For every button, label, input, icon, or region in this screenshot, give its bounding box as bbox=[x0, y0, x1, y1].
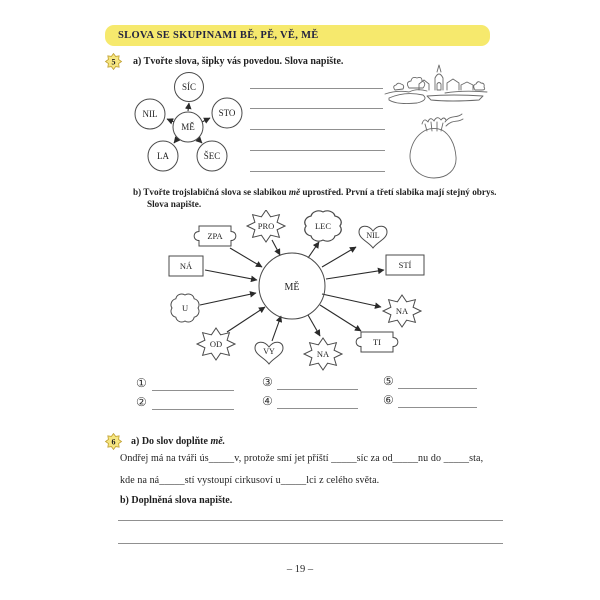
answer-number-1: ① bbox=[136, 376, 147, 390]
node-la bbox=[148, 141, 178, 171]
center-me-circle bbox=[259, 253, 325, 319]
node-na-rect bbox=[169, 256, 203, 276]
chapter-title: SLOVA SE SKUPINAMI BĚ, PĚ, VĚ, MĚ bbox=[118, 30, 319, 41]
answer-number-4: ④ bbox=[262, 394, 273, 408]
answer-number-2: ② bbox=[136, 395, 147, 409]
node-nil bbox=[135, 99, 165, 129]
answer-line-2 bbox=[152, 409, 234, 410]
task-6a-text: a) Do slov doplňte bbox=[131, 436, 211, 447]
answer-number-3: ③ bbox=[262, 375, 273, 389]
node-sic-label: SÍC bbox=[181, 82, 197, 92]
answer-line bbox=[250, 129, 385, 130]
node-vy-heart bbox=[255, 342, 283, 364]
answer-line-6 bbox=[398, 407, 477, 408]
node-sec-label: ŠEC bbox=[203, 151, 221, 161]
answer-line bbox=[250, 108, 383, 109]
task-5b-heading-line2: Slova napište. bbox=[147, 199, 202, 209]
node-ti-puzzle bbox=[356, 332, 398, 352]
center-me-label: MĚ bbox=[284, 282, 300, 293]
node-vy-label: VY bbox=[263, 347, 275, 356]
task-6b-heading: b) Doplněná slova napište. bbox=[120, 495, 233, 506]
exercise-6-number: 6 bbox=[111, 437, 116, 447]
task-5b-text: b) Tvořte trojslabičná slova se slabikou bbox=[133, 187, 289, 197]
gapfill-sentence-line2: kde na ná_____stí vystoupí cirkusoví u_____lci z celého světa. bbox=[120, 475, 380, 486]
syllable-shapes-diagram bbox=[150, 210, 440, 375]
task-5a-heading: a) Tvořte slova, šipky vás povedou. Slova napište. bbox=[133, 56, 344, 67]
node-pro-burst bbox=[247, 210, 285, 242]
node-nil-label: NIL bbox=[142, 109, 158, 119]
writing-line bbox=[118, 543, 503, 544]
node-sto-label: STO bbox=[218, 108, 236, 118]
answer-line bbox=[250, 88, 383, 89]
task-6a-emph: mě. bbox=[210, 436, 226, 447]
task-5b-heading bbox=[133, 187, 496, 197]
village-sketch-icon bbox=[383, 60, 491, 110]
node-u-cloud bbox=[171, 294, 199, 322]
node-me-center bbox=[173, 112, 203, 142]
page-number: – 19 – bbox=[286, 564, 314, 575]
writing-line bbox=[118, 520, 503, 521]
node-sic bbox=[175, 73, 204, 102]
chapter-title-bar bbox=[105, 25, 490, 46]
answer-number-5: ⑤ bbox=[383, 374, 394, 388]
node-zpa-label: ZPA bbox=[207, 231, 223, 241]
node-pro-label: PRO bbox=[257, 221, 275, 231]
node-od-label: OD bbox=[209, 339, 223, 349]
task-5b-emph: mě bbox=[288, 187, 301, 197]
node-me-label: MĚ bbox=[181, 122, 195, 132]
answer-line-5 bbox=[398, 388, 477, 389]
node-sto bbox=[212, 98, 242, 128]
node-sec bbox=[197, 141, 227, 171]
task-5b-text-2: uprostřed. První a třetí slabika mají stejný obrys. bbox=[300, 187, 497, 197]
answer-line bbox=[250, 150, 385, 151]
answer-number-6: ⑥ bbox=[383, 393, 394, 407]
exercise-6-badge bbox=[104, 432, 123, 451]
node-na-right-label: NA bbox=[395, 306, 409, 316]
sack-sketch-icon bbox=[402, 110, 466, 180]
answer-line-4 bbox=[277, 408, 358, 409]
node-sti-rect bbox=[386, 255, 424, 275]
node-lec-cloud bbox=[305, 211, 341, 241]
answer-line-3 bbox=[277, 389, 358, 390]
syllable-wheel-diagram bbox=[130, 72, 250, 177]
node-nil2-label: NIL bbox=[366, 231, 380, 240]
answer-line bbox=[250, 171, 385, 172]
node-na-bottom-label: NA bbox=[316, 349, 330, 359]
exercise-5-number: 5 bbox=[111, 57, 116, 67]
node-u-label: U bbox=[181, 303, 189, 313]
node-ti-label: TI bbox=[372, 337, 382, 347]
answer-line-1 bbox=[152, 390, 234, 391]
node-na-burst-bottom bbox=[304, 338, 342, 370]
node-lec-label: LEC bbox=[314, 221, 332, 231]
task-6a-heading bbox=[131, 436, 225, 447]
node-la-label: LA bbox=[157, 151, 169, 161]
exercise-5-badge bbox=[104, 52, 123, 71]
node-nil-heart bbox=[359, 226, 387, 248]
node-od-burst bbox=[197, 328, 235, 360]
node-na-rect-label: NÁ bbox=[179, 261, 193, 271]
node-sti-label: STÍ bbox=[398, 260, 412, 270]
node-zpa-puzzle bbox=[194, 226, 236, 246]
gapfill-sentence-line1: Ondřej má na tváři ús_____v, protože smí jet příští _____síc za od_____nu do _____sta, bbox=[120, 453, 484, 464]
node-na-burst-right bbox=[383, 295, 421, 327]
